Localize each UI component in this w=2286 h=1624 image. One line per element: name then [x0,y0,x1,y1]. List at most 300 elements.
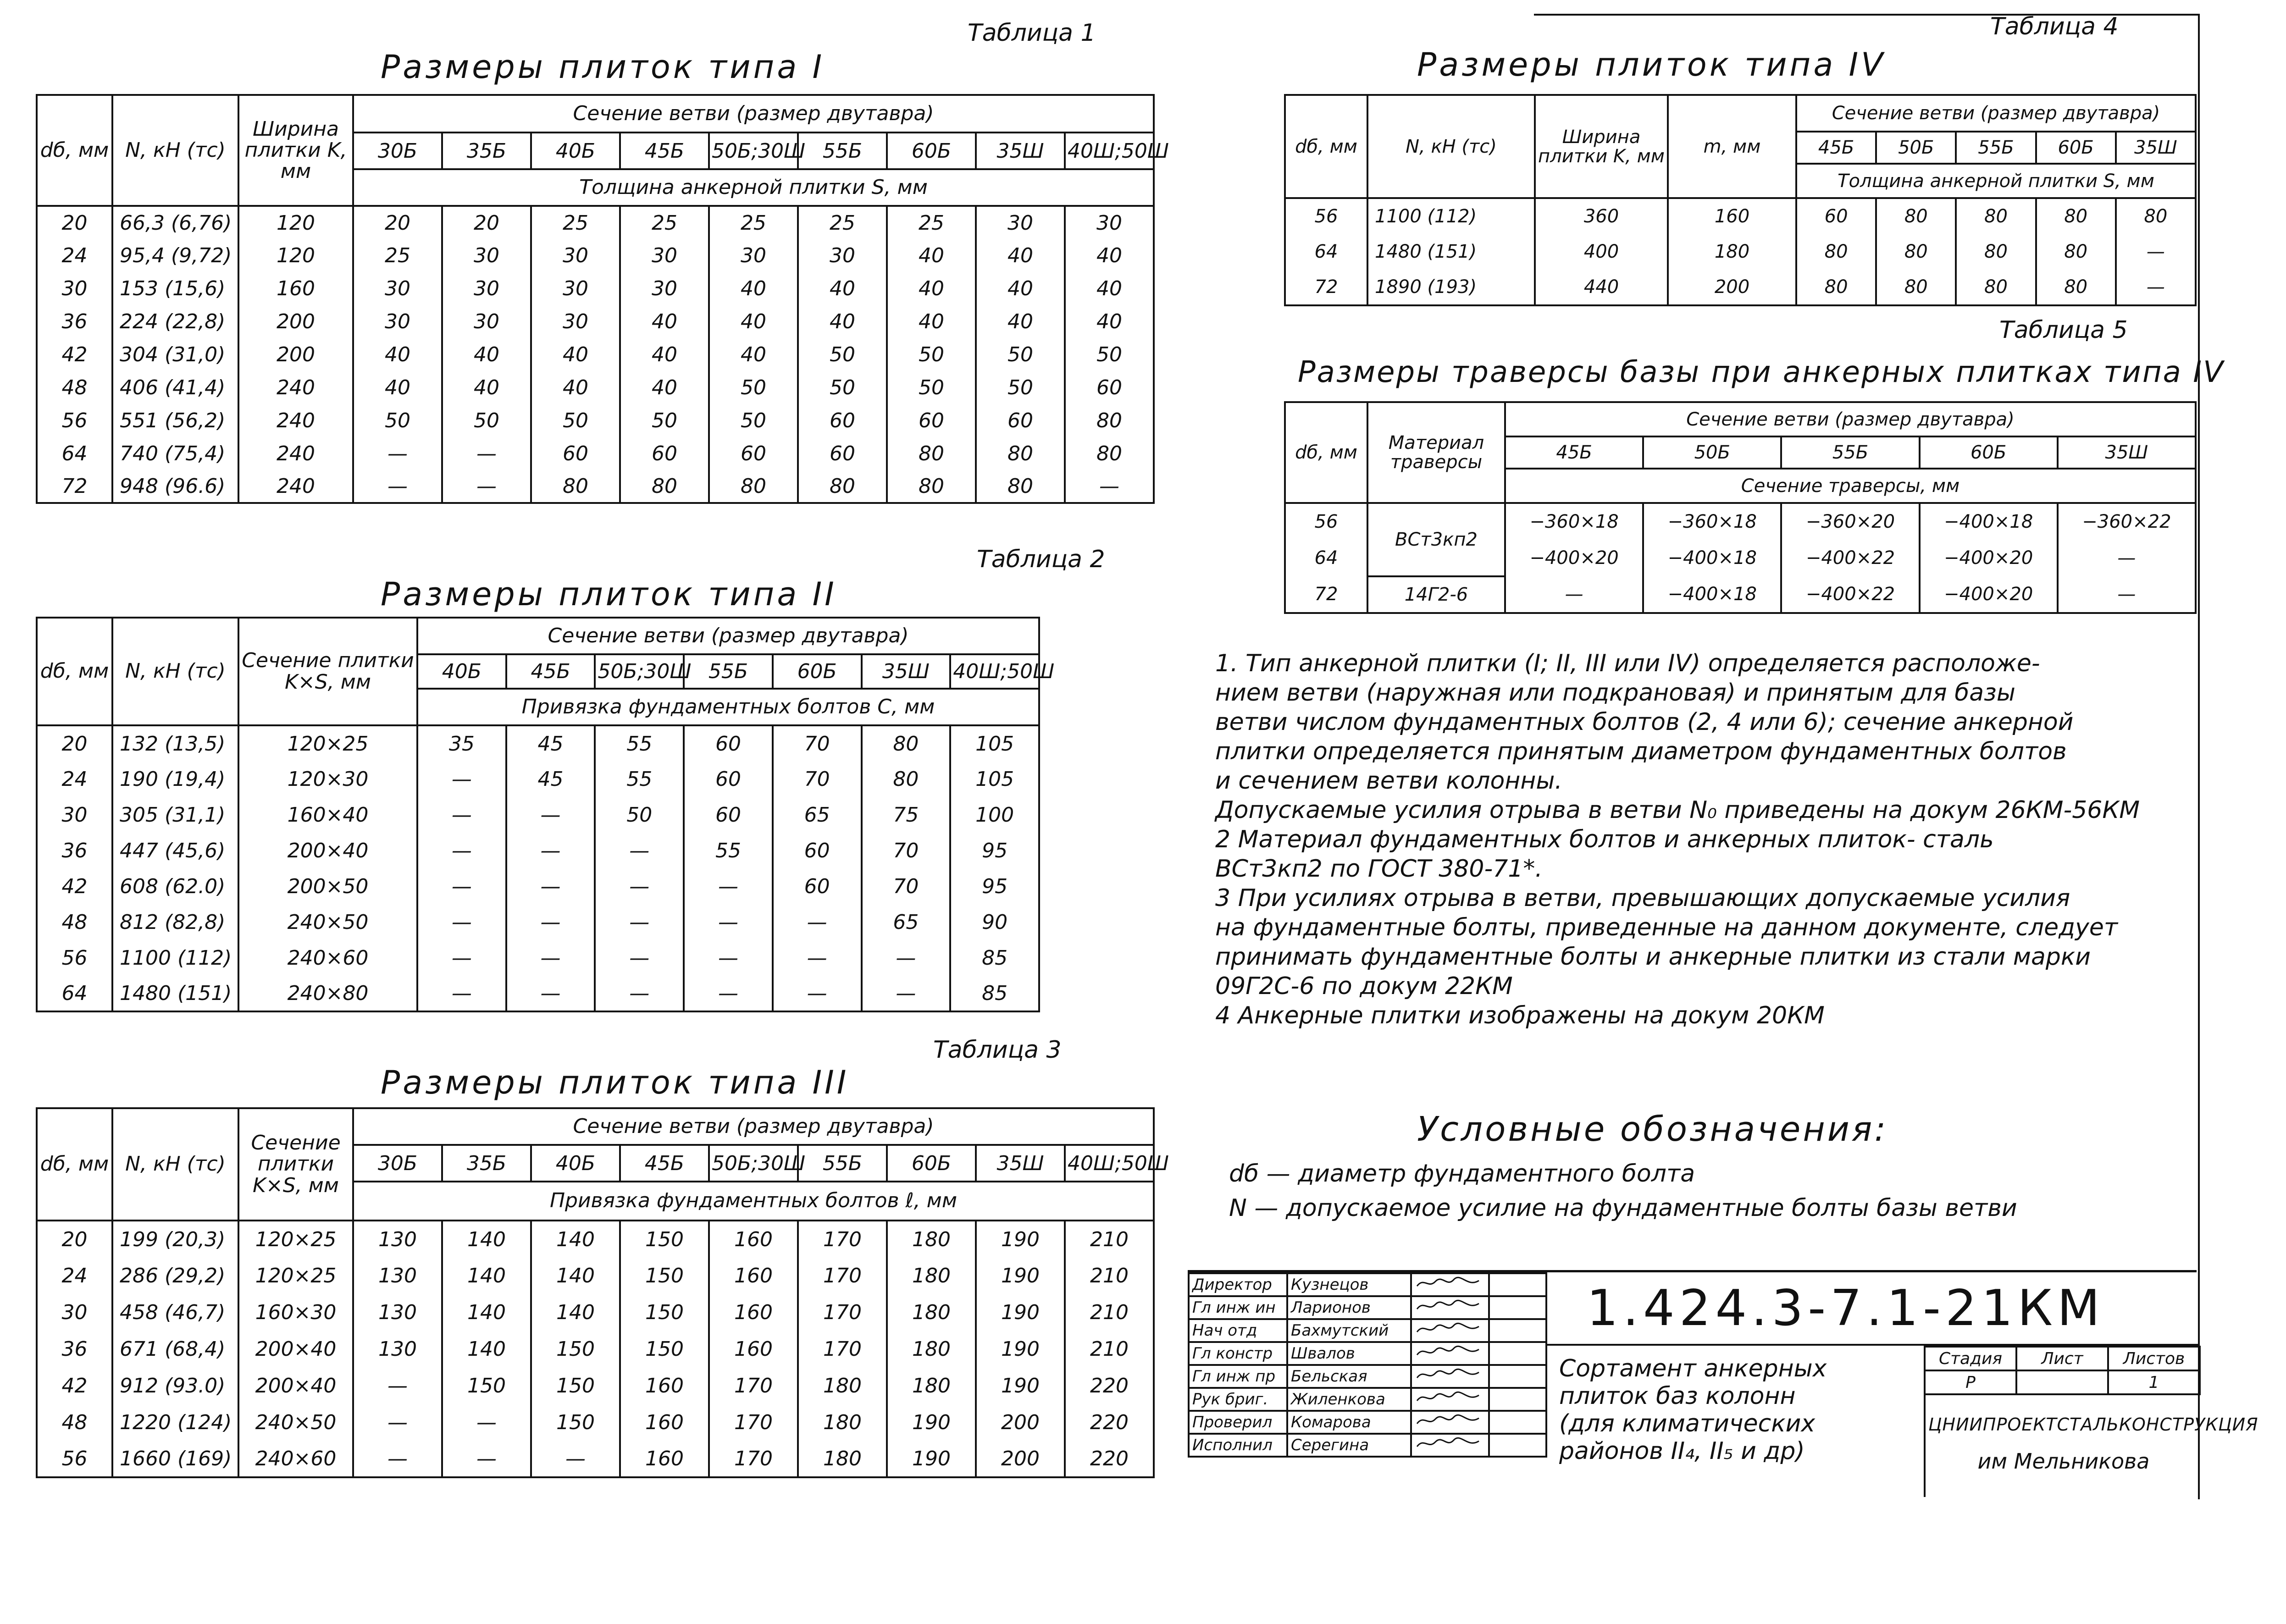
t1-cell: 80 [1065,404,1154,437]
t5-material: ВСт3кп2 [1367,503,1505,576]
t1-cell: 240 [238,371,353,404]
t2-row [37,904,1039,940]
t1-cell: 30 [353,272,442,305]
t3-cell: 140 [531,1221,620,1257]
t1-cell: 40 [531,371,620,404]
t3-cell: 24 [37,1257,112,1294]
t1-cell: 30 [1065,206,1154,239]
t2-cell: — [506,904,595,940]
t3-cell: 180 [798,1404,887,1441]
t4-section-header: 45Б [1796,132,1876,164]
t2-cell: — [773,940,862,976]
t2-cell: — [417,868,506,904]
t2-cell: — [506,833,595,868]
stamp-row [1189,1342,1546,1365]
note-line: 3 При усилиях отрыва в ветви, превышающих допускаемые усилия [1215,884,2070,912]
t3-cell: 140 [442,1331,531,1367]
t1-cell: 72 [37,470,112,503]
t1-section-header: 40Б [531,133,620,169]
t2-cell: 60 [773,868,862,904]
stamp-date [1489,1319,1546,1342]
t2-cell: — [506,976,595,1011]
doc-code: 1.424.3-7.1-21КМ [1587,1279,2105,1337]
t1-cell: 50 [620,404,709,437]
t1-cell: 50 [1065,338,1154,371]
table4-title: Размеры плиток типа IV [1417,46,1886,83]
t3-cell: 140 [442,1221,531,1257]
t1-cell: 40 [531,338,620,371]
note-line: 4 Анкерные плитки изображены на докум 20КМ [1215,1002,1825,1029]
t1-cell: 40 [620,305,709,338]
t1-cell: — [353,437,442,470]
t1-h-d: dб, мм [37,95,112,206]
t3-cell: 180 [887,1367,976,1404]
t3-section-header: 45Б [620,1145,709,1182]
t5-cell: −400×18 [1920,503,2058,540]
t2-cell: 120×30 [238,761,417,797]
stamp-row [1189,1319,1546,1342]
t2-section-header: 50Б;30Ш [595,654,684,689]
t1-cell: 95,4 (9,72) [112,239,238,272]
t3-h-group: Сечение ветви (размер двутавра) [353,1108,1154,1145]
t5-section-header: 60Б [1920,436,2058,469]
t3-cell: 671 (68,4) [112,1331,238,1367]
t3-cell: — [353,1441,442,1477]
t3-row [37,1404,1154,1441]
t2-cell: 50 [595,797,684,833]
t3-cell: 210 [1065,1221,1154,1257]
t1-cell: 240 [238,437,353,470]
t3-cell: 286 (29,2) [112,1257,238,1294]
t3-cell: — [353,1367,442,1404]
t3-cell: 48 [37,1404,112,1441]
t3-cell: 160 [620,1367,709,1404]
t3-row [37,1257,1154,1294]
signature-scribble-icon [1415,1436,1483,1450]
note-line: 09Г2С-6 по докум 22КМ [1215,972,1513,1000]
t4-cell: 1480 (151) [1367,234,1535,270]
t2-cell: — [684,904,773,940]
t1-cell: 40 [709,272,798,305]
t4-cell: 80 [2036,198,2116,234]
t5-h-group: Сечение ветви (размер двутавра) [1505,402,2196,436]
t5-cell: −360×18 [1643,503,1781,540]
t3-cell: 160 [709,1221,798,1257]
t3-cell: 170 [709,1441,798,1477]
t1-cell: 36 [37,305,112,338]
t2-section-header: 35Ш [862,654,951,689]
t1-row [37,239,1154,272]
t1-cell: 56 [37,404,112,437]
t2-cell: — [595,940,684,976]
t3-cell: 140 [442,1257,531,1294]
t3-cell: 170 [709,1404,798,1441]
t2-section-header: 45Б [506,654,595,689]
stamp-date [1489,1365,1546,1388]
t3-section-header: 40Ш;50Ш [1065,1145,1154,1182]
t2-cell: 60 [773,833,862,868]
t2-cell: 812 (82,8) [112,904,238,940]
t5-cell: −400×18 [1643,540,1781,576]
t5-cell: — [2058,576,2196,613]
t1-cell: 80 [976,437,1065,470]
t1-cell: 25 [709,206,798,239]
t3-cell: 160 [709,1294,798,1331]
t3-cell: 210 [1065,1331,1154,1367]
t1-cell: 50 [798,338,887,371]
t1-cell: 80 [709,470,798,503]
t2-cell: 60 [684,797,773,833]
t3-cell: — [531,1441,620,1477]
t1-cell: 80 [887,437,976,470]
t1-cell: 50 [887,338,976,371]
t1-cell: 25 [531,206,620,239]
t4-cell: 80 [1876,270,1956,305]
t1-cell: 80 [620,470,709,503]
note-line: 2 Материал фундаментных болтов и анкерных плиток- сталь [1215,826,1994,853]
t4-h-k: Ширина плитки K, мм [1535,95,1668,198]
t5-cell: −400×20 [1920,576,2058,613]
t2-section-header: 40Ш;50Ш [950,654,1039,689]
stage-table [1924,1346,2201,1395]
doc-title-line: Сортамент анкерных [1559,1355,1827,1382]
t1-cell: 50 [887,371,976,404]
t5-material: 14Г2-6 [1367,576,1505,613]
t1-cell: 80 [976,470,1065,503]
t3-cell: 190 [976,1257,1065,1294]
t2-cell: 64 [37,976,112,1011]
t2-cell: — [684,976,773,1011]
t1-cell: 160 [238,272,353,305]
stage-header: Стадия [1925,1347,2016,1370]
t1-cell: 30 [442,272,531,305]
t1-row [37,371,1154,404]
stamp-name: Кузнецов [1287,1273,1411,1296]
t1-row [37,470,1154,503]
t1-h-sub: Толщина анкерной плитки S, мм [353,169,1154,206]
t3-cell: 200×40 [238,1367,353,1404]
stamp-role: Гл инж ин [1189,1296,1287,1319]
t3-cell: 199 (20,3) [112,1221,238,1257]
t2-cell: 65 [862,904,951,940]
stamp-date [1489,1273,1546,1296]
note-line: ВСт3кп2 по ГОСТ 380-71*. [1215,855,1543,883]
t2-cell: 85 [950,976,1039,1011]
t3-h-n: N, кН (тс) [112,1108,238,1221]
t4-h-group: Сечение ветви (размер двутавра) [1796,95,2196,132]
t3-section-header: 60Б [887,1145,976,1182]
t1-cell: 60 [709,437,798,470]
t3-cell: 150 [620,1331,709,1367]
t2-cell: 20 [37,725,112,761]
t2-cell: 240×60 [238,940,417,976]
table1-label: Таблица 1 [968,19,1096,47]
table5 [1284,401,2197,614]
t2-h-group: Сечение ветви (размер двутавра) [417,618,1039,654]
t5-cell: −360×20 [1781,503,1919,540]
t1-cell: — [442,470,531,503]
t5-cell: −400×22 [1781,540,1919,576]
t5-section-header: 55Б [1781,436,1919,469]
org-subname: им Мельникова [1977,1449,2150,1474]
t2-cell: — [773,904,862,940]
sheet-header: Лист [2016,1347,2108,1370]
signature [1411,1365,1489,1388]
t1-row [37,338,1154,371]
t1-cell: 80 [531,470,620,503]
stamp-date [1489,1342,1546,1365]
t2-cell: — [595,868,684,904]
signature-scribble-icon [1415,1368,1483,1381]
t1-cell: — [442,437,531,470]
t1-cell: 30 [353,305,442,338]
t1-cell: 40 [709,305,798,338]
t1-cell: 80 [887,470,976,503]
t2-h-k: Сечение плитки K×S, мм [238,618,417,725]
t1-cell: 40 [887,239,976,272]
t5-cell: −400×22 [1781,576,1919,613]
t1-cell: 30 [531,272,620,305]
t3-cell: 130 [353,1257,442,1294]
t1-cell: 40 [798,272,887,305]
note-line: нием ветви (наружная или подкрановая) и принятым для базы [1215,679,2015,707]
t3-h-d: dб, мм [37,1108,112,1221]
signature-scribble-icon [1415,1276,1483,1290]
t3-cell: — [442,1441,531,1477]
t1-section-header: 55Б [798,133,887,169]
t2-cell: 132 (13,5) [112,725,238,761]
t4-section-header: 55Б [1956,132,2036,164]
t4-cell: 64 [1285,234,1367,270]
t1-cell: 25 [620,206,709,239]
signature [1411,1296,1489,1319]
t1-cell: 40 [1065,272,1154,305]
t1-section-header: 35Б [442,133,531,169]
t1-cell: 64 [37,437,112,470]
t4-row [1285,234,2196,270]
table4-label: Таблица 4 [1990,13,2119,40]
t3-cell: 56 [37,1441,112,1477]
t2-cell: 190 (19,4) [112,761,238,797]
t1-row [37,437,1154,470]
t3-cell: 200 [976,1404,1065,1441]
t3-cell: 150 [531,1404,620,1441]
t4-cell: 80 [1956,198,2036,234]
t1-cell: 50 [976,371,1065,404]
t1-section-header: 50Б;30Ш [709,133,798,169]
signature [1411,1319,1489,1342]
t3-cell: 220 [1065,1367,1154,1404]
t2-h-sub: Привязка фундаментных болтов C, мм [417,689,1039,725]
t2-cell: — [506,797,595,833]
t1-cell: 224 (22,8) [112,305,238,338]
doc-title [1559,1355,1827,1465]
doc-title-line: (для климатических [1559,1410,1816,1437]
doc-code-cell [1545,1272,2199,1346]
t1-h-n: N, кН (тс) [112,95,238,206]
t3-cell: 180 [887,1257,976,1294]
t2-row [37,868,1039,904]
stamp-role: Проверил [1189,1411,1287,1434]
t2-cell: 105 [950,761,1039,797]
t2-cell: — [417,833,506,868]
t1-cell: 30 [37,272,112,305]
t1-cell: 20 [353,206,442,239]
t1-cell: 30 [798,239,887,272]
t3-cell: 140 [442,1294,531,1331]
t1-cell: 40 [353,338,442,371]
t1-cell: 80 [798,470,887,503]
t5-cell: −360×18 [1505,503,1643,540]
t3-cell: 150 [531,1367,620,1404]
t1-cell: 551 (56,2) [112,404,238,437]
t3-cell: 200×40 [238,1331,353,1367]
t5-cell: −400×20 [1920,540,2058,576]
note-line: плитки определяется принятым диаметром фундаментных болтов [1215,738,2067,765]
t4-cell: 80 [2036,270,2116,305]
t2-cell: 55 [684,833,773,868]
org-name: ЦНИИПРОЕКТСТАЛЬКОНСТРУКЦИЯ [1928,1414,2258,1435]
t1-cell: 40 [620,338,709,371]
t2-row [37,725,1039,761]
t2-cell: 56 [37,940,112,976]
signature-scribble-icon [1415,1345,1483,1359]
t3-row [37,1294,1154,1331]
t1-cell: 40 [976,272,1065,305]
t2-cell: 70 [773,725,862,761]
stamp-name: Серегина [1287,1434,1411,1457]
t3-cell: 190 [887,1404,976,1441]
t3-cell: 180 [887,1294,976,1331]
signature-scribble-icon [1415,1322,1483,1336]
t2-cell: 35 [417,725,506,761]
t3-cell: 140 [531,1294,620,1331]
t1-section-header: 35Ш [976,133,1065,169]
t1-cell: 60 [887,404,976,437]
sheets-header: Листов [2108,1347,2200,1370]
t2-section-header: 60Б [773,654,862,689]
t4-section-header: 35Ш [2116,132,2196,164]
t4-section-header: 50Б [1876,132,1956,164]
t1-cell: 20 [442,206,531,239]
t1-cell: 20 [37,206,112,239]
t3-cell: 130 [353,1331,442,1367]
t2-cell: 95 [950,868,1039,904]
t3-cell: 150 [620,1221,709,1257]
stamp-row [1189,1388,1546,1411]
t2-cell: 240×50 [238,904,417,940]
t2-cell: 1100 (112) [112,940,238,976]
t2-cell: 36 [37,833,112,868]
stamp-name: Швалов [1287,1342,1411,1365]
t3-cell: 150 [620,1257,709,1294]
stamp-role: Директор [1189,1273,1287,1296]
t1-cell: 50 [353,404,442,437]
notes-block [1215,649,2140,1030]
t3-section-header: 30Б [353,1145,442,1182]
t5-h-mat: Материал траверсы [1367,402,1505,503]
t3-cell: 170 [798,1257,887,1294]
t1-cell: 304 (31,0) [112,338,238,371]
table1-title: Размеры плиток типа I [381,48,825,86]
stamp-row [1189,1296,1546,1319]
t1-cell: — [1065,470,1154,503]
t3-cell: 1660 (169) [112,1441,238,1477]
t3-cell: 160×30 [238,1294,353,1331]
t2-section-header: 55Б [684,654,773,689]
note-line: Допускаемые усилия отрыва в ветви N₀ приведены на докум 26КМ-56КМ [1215,796,2140,824]
t2-cell: 80 [862,761,951,797]
t4-cell: 80 [1796,270,1876,305]
t1-row [37,404,1154,437]
t4-cell: 200 [1668,270,1796,305]
t2-cell: — [506,868,595,904]
stamp-row [1189,1365,1546,1388]
t4-cell: 1890 (193) [1367,270,1535,305]
t3-cell: 190 [887,1441,976,1477]
t1-cell: 30 [620,272,709,305]
table4 [1284,94,2197,306]
signature [1411,1411,1489,1434]
t3-cell: — [442,1404,531,1441]
t5-cell-d: 56 [1285,503,1367,540]
t2-cell: — [417,761,506,797]
t3-section-header: 55Б [798,1145,887,1182]
t3-row [37,1221,1154,1257]
t1-cell: 240 [238,470,353,503]
t2-cell: 240×80 [238,976,417,1011]
t4-h-m: m, мм [1668,95,1796,198]
t2-h-n: N, кН (тс) [112,618,238,725]
t3-h-k: Сечение плитки K×S, мм [238,1108,353,1221]
t2-cell: 70 [862,833,951,868]
legend-title: Условные обозначения: [1417,1110,1888,1149]
t4-cell: 80 [1876,234,1956,270]
t3-cell: 150 [620,1294,709,1331]
stamp-name: Ларионов [1287,1296,1411,1319]
t1-cell: 60 [531,437,620,470]
t2-row [37,797,1039,833]
t1-cell: 40 [442,371,531,404]
t4-cell: 80 [1796,234,1876,270]
t3-cell: 160 [709,1331,798,1367]
t1-cell: 153 (15,6) [112,272,238,305]
t3-cell: 130 [353,1294,442,1331]
t2-section-header: 40Б [417,654,506,689]
note-line: принимать фундаментные болты и анкерные плитки из стали марки [1215,943,2091,971]
t3-cell: 180 [798,1367,887,1404]
t2-cell: 48 [37,904,112,940]
t3-cell: 210 [1065,1294,1154,1331]
t3-cell: 120×25 [238,1257,353,1294]
t2-cell: — [684,940,773,976]
t2-row [37,833,1039,868]
t1-cell: 948 (96.6) [112,470,238,503]
t5-cell: −400×18 [1643,576,1781,613]
t1-cell: 66,3 (6,76) [112,206,238,239]
t2-cell: 75 [862,797,951,833]
t4-cell: 400 [1535,234,1668,270]
t1-cell: 40 [442,338,531,371]
t1-cell: 40 [709,338,798,371]
t2-cell: 95 [950,833,1039,868]
t3-section-header: 50Б;30Ш [709,1145,798,1182]
t5-cell: −400×20 [1505,540,1643,576]
t3-row [37,1441,1154,1477]
t5-cell-d: 64 [1285,540,1367,576]
t1-section-header: 30Б [353,133,442,169]
t1-cell: 40 [798,305,887,338]
